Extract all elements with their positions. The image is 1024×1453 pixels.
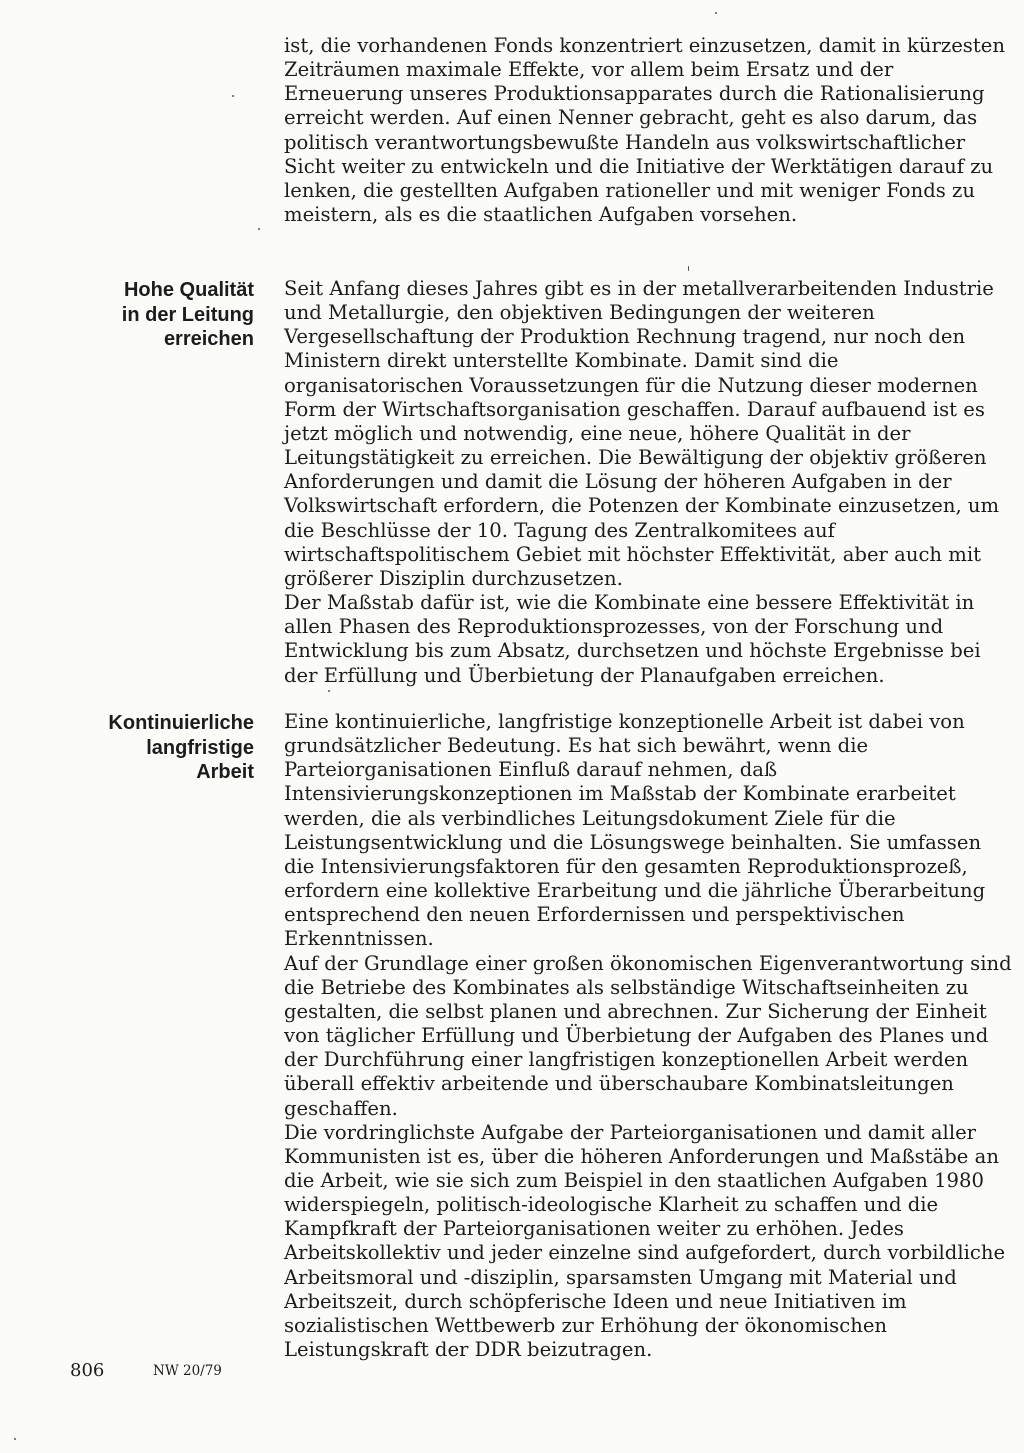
intro-text-block <box>284 34 1016 227</box>
heading-line: Hohe Qualität <box>123 279 254 301</box>
scan-speck <box>258 228 260 230</box>
heading-line: Kontinuierliche <box>108 712 254 734</box>
issue-reference: NW 20/79 <box>153 1363 222 1379</box>
scan-speck <box>715 12 717 14</box>
scan-speck <box>232 95 234 97</box>
scan-speck <box>688 266 689 271</box>
heading-line: erreichen <box>163 328 254 350</box>
heading-line: Arbeit <box>196 761 254 783</box>
body-paragraph: Die vordringlichste Aufgabe der Parteiorganisationen und damit aller Kommunisten ist es, über die höheren Anforderungen und Maßstäbe an die Arbeit, wie sie sich zum Beispiel in den staatlichen Aufgaben 1980 widerspiegeln, politisch-ideologische Klarheit zu schaffen und die Kampfkraft der Parteiorganisationen weiter zu erhöhen. Jedes Arbeitskollektiv und jeder einzelne sind aufgefordert, durch vorbildliche Arbeitsmoral und -disziplin, sparsamsten Umgang mit Material und Arbeitszeit, durch schöpferische Ideen und neue Initiativen im sozialistischen Wettbewerb zur Erhöhung der ökonomischen Leistungskraft der DDR beizutragen. <box>284 1120 1006 1362</box>
heading-line: in der Leitung <box>121 303 254 326</box>
heading-line: langfristige <box>146 736 254 759</box>
page-number: 806 <box>70 1360 105 1381</box>
body-paragraph: ist, die vorhandenen Fonds konzentriert einzusetzen, damit in kürzesten Zeiträumen maximale Effekte, vor allem beim Ersatz und der Erneuerung unseres Produktionsapparates durch die Rationalisierung erreicht werden. Auf einen Nenner gebracht, geht es also darum, das politisch verantwortungsbewußte Handeln aus volkswirtschaftlicher Sicht weiter zu entwickeln und die Initiative der Werktätigen darauf zu lenken, die gestellten Aufgaben rationeller und mit weniger Fonds zu meistern, als es die staatlichen Aufgaben vorsehen. <box>284 34 1005 227</box>
body-paragraph: Auf der Grundlage einer großen ökonomischen Eigenverantwortung sind die Betriebe des Kombinates als selbständige Witschaftseinheiten zu gestalten, die selbst planen und abrechnen. Zur Sicherung der Einheit von täglicher Erfüllung und Überbietung der Aufgaben des Planes und der Durchführung einer langfristigen konzeptionellen Arbeit werden überall effektiv arbeitende und überschaubare Kombinatsleitungen geschaffen. <box>284 951 1012 1120</box>
margin-heading-continuous-work <box>100 711 254 785</box>
scan-speck <box>14 1438 16 1440</box>
margin-heading-quality <box>100 278 254 352</box>
body-paragraph: Der Maßstab dafür ist, wie die Kombinate eine bessere Effektivität in allen Phasen des Reproduktionsprozesses, von der Forschung und Entwicklung bis zum Absatz, durchsetzen und höchste Ergebnisse bei der Erfüllung und Überbietung der Planaufgaben erreichen. <box>284 591 981 687</box>
body-paragraph: Seit Anfang dieses Jahres gibt es in der metallverarbeitenden Industrie und Metallurgie, den objektiven Bedingungen der weiteren Vergesellschaftung der Produktion Rechnung tragend, nur noch den Ministern direkt unterstellte Kombinate. Damit sind die organisatorischen Voraussetzungen für die Nutzung dieser modernen Form der Wirtschaftsorganisation geschaffen. Darauf aufbauend ist es jetzt möglich und notwendig, eine neue, höhere Qualität in der Leitungstätigkeit zu erreichen. Die Bewältigung der objektiv größeren Anforderungen und damit die Lösung der höheren Aufgaben in der Volkswirtschaft erfordern, die Potenzen der Kombinate einzusetzen, um die Beschlüsse der 10. Tagung des Zentralkomitees auf wirtschaftspolitischem Gebiet mit höchster Effektivität, aber auch mit größerer Disziplin durchzusetzen. <box>284 277 1000 590</box>
section-continuous-work-text <box>284 710 1016 1362</box>
section-quality-text <box>284 277 1016 688</box>
scan-speck <box>328 690 330 692</box>
body-paragraph: Eine kontinuierliche, langfristige konzeptionelle Arbeit ist dabei von grundsätzlicher Bedeutung. Es hat sich bewährt, wenn die Parteiorganisationen Einfluß darauf nehmen, daß Intensivierungskonzeptionen im Maßstab der Kombinate erarbeitet werden, die als verbindliches Leitungsdokument Ziele für die Leistungsentwicklung und die Lösungswege beinhalten. Sie umfassen die Intensivierungsfaktoren für den gesamten Reproduktionsprozeß, erfordern eine kollektive Erarbeitung und die jährliche Überarbeitung entsprechend den neuen Erfordernissen und perspektivischen Erkenntnissen. <box>284 710 986 951</box>
